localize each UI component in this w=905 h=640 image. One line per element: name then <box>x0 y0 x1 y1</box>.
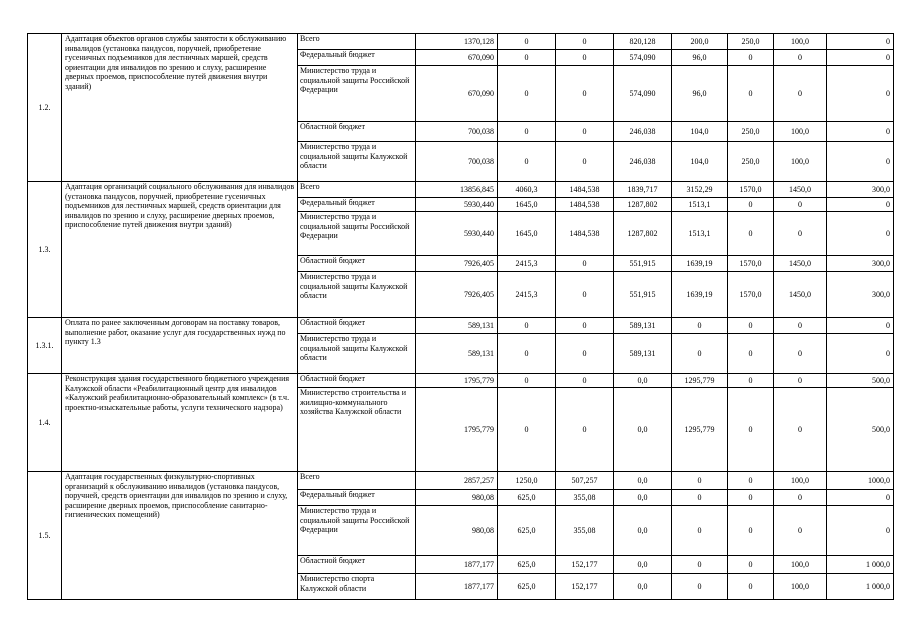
year-value: 1484,538 <box>556 198 614 212</box>
funding-source: Всего <box>298 472 416 490</box>
year-value: 0 <box>774 198 827 212</box>
total-value: 7926,405 <box>416 272 498 318</box>
year-value: 1295,779 <box>672 374 728 388</box>
year-value: 0 <box>774 212 827 256</box>
year-value: 0 <box>728 212 774 256</box>
total-value: 980,08 <box>416 490 498 506</box>
total-value: 980,08 <box>416 506 498 556</box>
year-value: 0 <box>672 574 728 600</box>
funding-source: Федеральный бюджет <box>298 198 416 212</box>
year-value: 0 <box>774 388 827 472</box>
row-number: 1.5. <box>28 472 62 600</box>
year-value: 1250,0 <box>498 472 556 490</box>
year-value: 0 <box>728 490 774 506</box>
total-value: 2857,257 <box>416 472 498 490</box>
year-value: 1287,802 <box>614 198 672 212</box>
row-number: 1.3. <box>28 182 62 318</box>
year-value: 1570,0 <box>728 182 774 198</box>
funding-source: Федеральный бюджет <box>298 490 416 506</box>
year-value: 0 <box>728 66 774 122</box>
total-value: 13856,845 <box>416 182 498 198</box>
table-row <box>28 374 894 388</box>
year-value: 100,0 <box>774 574 827 600</box>
total-value: 670,090 <box>416 66 498 122</box>
year-value: 0 <box>728 472 774 490</box>
year-value: 0,0 <box>614 388 672 472</box>
year-value: 551,915 <box>614 272 672 318</box>
funding-source: Министерство труда и социальной защиты Российской Федерации <box>298 66 416 122</box>
year-value: 0 <box>728 574 774 600</box>
row-number: 1.2. <box>28 34 62 182</box>
table-row <box>28 34 894 50</box>
year-value: 0 <box>728 556 774 574</box>
table-row <box>28 318 894 334</box>
year-value: 0 <box>728 50 774 66</box>
year-value: 0 <box>672 334 728 374</box>
year-value: 0 <box>827 490 894 506</box>
year-value: 250,0 <box>728 142 774 182</box>
year-value: 0 <box>498 388 556 472</box>
year-value: 0 <box>498 66 556 122</box>
year-value: 100,0 <box>774 34 827 50</box>
year-value: 355,08 <box>556 490 614 506</box>
year-value: 0 <box>672 490 728 506</box>
year-value: 0 <box>774 66 827 122</box>
year-value: 96,0 <box>672 66 728 122</box>
total-value: 1795,779 <box>416 374 498 388</box>
year-value: 0 <box>827 122 894 142</box>
funding-source: Министерство строительства и жилищно-коммунального хозяйства Калужской области <box>298 388 416 472</box>
year-value: 507,257 <box>556 472 614 490</box>
measure-description: Адаптация организаций социального обслуживания для инвалидов (установка пандусов, поручней, приобретение гусеничных подъемников для лестничных маршей, средств ориентации для инвалидов по зрению и слуху, расширение дверных проемов, приспособление путей движения внутри зданий) <box>62 182 298 318</box>
year-value: 625,0 <box>498 506 556 556</box>
row-number: 1.3.1. <box>28 318 62 374</box>
year-value: 1295,779 <box>672 388 728 472</box>
year-value: 1450,0 <box>774 256 827 272</box>
year-value: 2415,3 <box>498 256 556 272</box>
year-value: 1645,0 <box>498 212 556 256</box>
year-value: 0 <box>498 50 556 66</box>
year-value: 1645,0 <box>498 198 556 212</box>
year-value: 300,0 <box>827 182 894 198</box>
year-value: 0 <box>498 374 556 388</box>
year-value: 250,0 <box>728 122 774 142</box>
year-value: 500,0 <box>827 374 894 388</box>
year-value: 0 <box>728 506 774 556</box>
year-value: 0 <box>556 50 614 66</box>
year-value: 1 000,0 <box>827 574 894 600</box>
year-value: 200,0 <box>672 34 728 50</box>
funding-source: Областной бюджет <box>298 374 416 388</box>
year-value: 1484,538 <box>556 212 614 256</box>
year-value: 0 <box>827 506 894 556</box>
year-value: 1639,19 <box>672 272 728 318</box>
year-value: 589,131 <box>614 318 672 334</box>
year-value: 152,177 <box>556 574 614 600</box>
year-value: 0 <box>556 374 614 388</box>
year-value: 0 <box>556 256 614 272</box>
year-value: 0 <box>728 318 774 334</box>
year-value: 0 <box>827 142 894 182</box>
year-value: 246,038 <box>614 122 672 142</box>
year-value: 0 <box>556 142 614 182</box>
funding-source: Министерство спорта Калужской области <box>298 574 416 600</box>
total-value: 1370,128 <box>416 34 498 50</box>
measure-description: Адаптация объектов органов службы занятости к обслуживанию инвалидов (установка пандусов, поручней, приобретение гусеничных подъемников для лестничных маршей, средств ориентации для инвалидов по зрению и слуху, расширение дверных проемов, приспособление путей движения внутри зданий) <box>62 34 298 182</box>
year-value: 589,131 <box>614 334 672 374</box>
total-value: 5930,440 <box>416 198 498 212</box>
year-value: 0,0 <box>614 506 672 556</box>
year-value: 0 <box>672 506 728 556</box>
year-value: 300,0 <box>827 272 894 318</box>
year-value: 100,0 <box>774 472 827 490</box>
year-value: 1450,0 <box>774 272 827 318</box>
year-value: 0 <box>672 472 728 490</box>
measure-description: Оплата по ранее заключенным договорам на поставку товаров, выполнение работ, оказание услуг для государственных нужд по пункту 1.3 <box>62 318 298 374</box>
year-value: 0 <box>556 66 614 122</box>
year-value: 625,0 <box>498 556 556 574</box>
table-row <box>28 472 894 490</box>
total-value: 1795,779 <box>416 388 498 472</box>
year-value: 0 <box>556 388 614 472</box>
year-value: 1570,0 <box>728 272 774 318</box>
year-value: 551,915 <box>614 256 672 272</box>
year-value: 1570,0 <box>728 256 774 272</box>
year-value: 0 <box>728 388 774 472</box>
total-value: 7926,405 <box>416 256 498 272</box>
year-value: 0 <box>774 506 827 556</box>
year-value: 104,0 <box>672 122 728 142</box>
year-value: 1484,538 <box>556 182 614 198</box>
year-value: 574,090 <box>614 66 672 122</box>
year-value: 625,0 <box>498 490 556 506</box>
total-value: 700,038 <box>416 142 498 182</box>
year-value: 0 <box>498 122 556 142</box>
year-value: 1513,1 <box>672 212 728 256</box>
year-value: 0 <box>556 272 614 318</box>
funding-source: Министерство труда и социальной защиты Российской Федерации <box>298 506 416 556</box>
funding-source: Министерство труда и социальной защиты Калужской области <box>298 272 416 318</box>
year-value: 2415,3 <box>498 272 556 318</box>
year-value: 0 <box>498 334 556 374</box>
funding-source: Всего <box>298 34 416 50</box>
year-value: 100,0 <box>774 142 827 182</box>
table-row <box>28 182 894 198</box>
year-value: 3152,29 <box>672 182 728 198</box>
year-value: 96,0 <box>672 50 728 66</box>
year-value: 0 <box>827 50 894 66</box>
year-value: 0 <box>827 66 894 122</box>
funding-source: Всего <box>298 182 416 198</box>
year-value: 1639,19 <box>672 256 728 272</box>
funding-source: Министерство труда и социальной защиты Калужской области <box>298 334 416 374</box>
year-value: 1287,802 <box>614 212 672 256</box>
year-value: 0 <box>774 334 827 374</box>
budget-table <box>27 33 894 600</box>
year-value: 0 <box>672 556 728 574</box>
year-value: 1000,0 <box>827 472 894 490</box>
year-value: 0 <box>774 318 827 334</box>
year-value: 152,177 <box>556 556 614 574</box>
row-number: 1.4. <box>28 374 62 472</box>
year-value: 104,0 <box>672 142 728 182</box>
year-value: 0 <box>498 34 556 50</box>
total-value: 700,038 <box>416 122 498 142</box>
year-value: 1 000,0 <box>827 556 894 574</box>
year-value: 0 <box>556 122 614 142</box>
year-value: 0,0 <box>614 472 672 490</box>
year-value: 0 <box>827 212 894 256</box>
year-value: 0 <box>827 318 894 334</box>
year-value: 300,0 <box>827 256 894 272</box>
year-value: 0 <box>556 318 614 334</box>
total-value: 1877,177 <box>416 556 498 574</box>
year-value: 0 <box>672 318 728 334</box>
year-value: 0 <box>728 334 774 374</box>
funding-source: Министерство труда и социальной защиты Российской Федерации <box>298 212 416 256</box>
total-value: 589,131 <box>416 318 498 334</box>
funding-source: Федеральный бюджет <box>298 50 416 66</box>
year-value: 1839,717 <box>614 182 672 198</box>
total-value: 1877,177 <box>416 574 498 600</box>
year-value: 0 <box>556 34 614 50</box>
funding-source: Областной бюджет <box>298 556 416 574</box>
year-value: 0 <box>774 50 827 66</box>
funding-source: Областной бюджет <box>298 122 416 142</box>
year-value: 0 <box>498 318 556 334</box>
year-value: 0,0 <box>614 574 672 600</box>
year-value: 0,0 <box>614 490 672 506</box>
year-value: 0 <box>827 34 894 50</box>
total-value: 5930,440 <box>416 212 498 256</box>
total-value: 670,090 <box>416 50 498 66</box>
year-value: 0 <box>556 334 614 374</box>
year-value: 0 <box>498 142 556 182</box>
year-value: 0 <box>774 490 827 506</box>
measure-description: Адаптация государственных физкультурно-спортивных организаций к обслуживанию инвалидов (установка пандусов, поручней, средств ориентации для инвалидов по зрению и слуху, расширение дверных проемов, приспособление санитарно-гигиенических помещений) <box>62 472 298 600</box>
year-value: 100,0 <box>774 556 827 574</box>
year-value: 820,128 <box>614 34 672 50</box>
year-value: 355,08 <box>556 506 614 556</box>
funding-source: Министерство труда и социальной защиты Калужской области <box>298 142 416 182</box>
year-value: 574,090 <box>614 50 672 66</box>
year-value: 625,0 <box>498 574 556 600</box>
year-value: 246,038 <box>614 142 672 182</box>
year-value: 0 <box>728 198 774 212</box>
year-value: 0,0 <box>614 374 672 388</box>
year-value: 0 <box>774 374 827 388</box>
funding-source: Областной бюджет <box>298 256 416 272</box>
funding-source: Областной бюджет <box>298 318 416 334</box>
year-value: 0,0 <box>614 556 672 574</box>
year-value: 0 <box>827 334 894 374</box>
measure-description: Реконструкция здания государственного бюджетного учреждения Калужской области «Реабилитационный центр для инвалидов «Калужский реабилитационно-образовательный комплекс» (в т.ч. проектно-изыскательные работы, услуги технического надзора) <box>62 374 298 472</box>
year-value: 100,0 <box>774 122 827 142</box>
total-value: 589,131 <box>416 334 498 374</box>
year-value: 0 <box>827 198 894 212</box>
year-value: 1513,1 <box>672 198 728 212</box>
table-body <box>28 34 894 600</box>
year-value: 0 <box>728 374 774 388</box>
year-value: 1450,0 <box>774 182 827 198</box>
year-value: 250,0 <box>728 34 774 50</box>
year-value: 500,0 <box>827 388 894 472</box>
year-value: 4060,3 <box>498 182 556 198</box>
